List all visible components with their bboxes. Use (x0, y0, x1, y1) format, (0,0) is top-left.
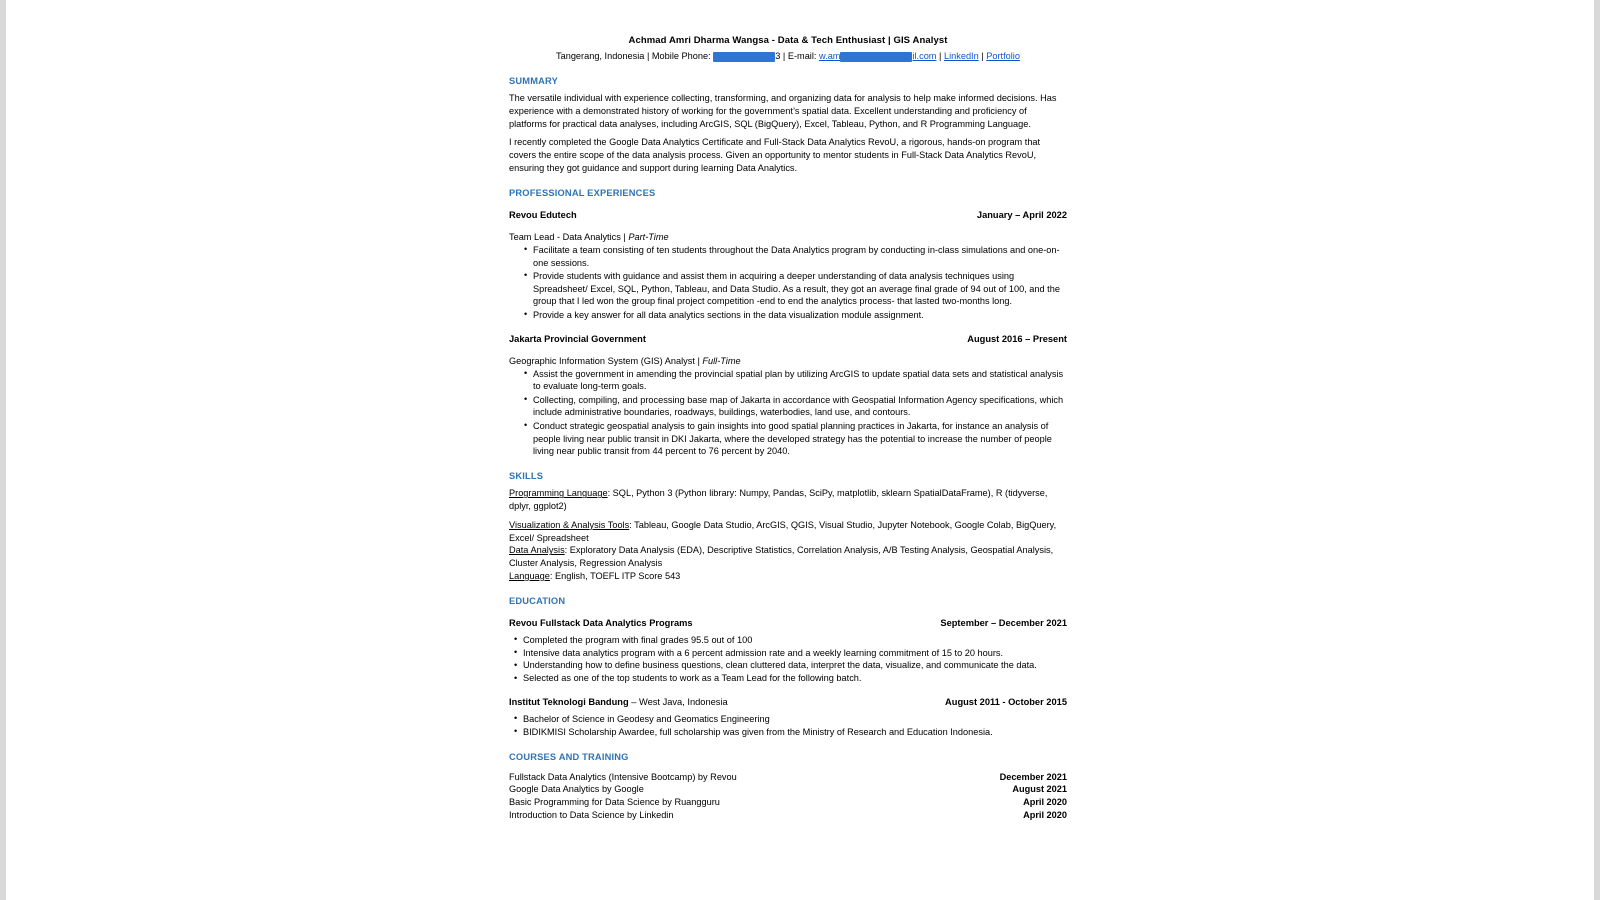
job-bullet: • Provide students with guidance and assist them in acquiring a deeper understanding of data analysis techniques using Spreadsheet/ Excel, SQL, Python, Tableau, and Data Studio. As a result, they got an average final grade of 94 out of 100, and the group that I led won the group final project competition -end to end the analytics process- that lasted two-months long. (524, 270, 1067, 308)
contact-separator-1: | (646, 51, 650, 61)
skill-line (509, 487, 1067, 513)
skill-line (509, 570, 1067, 583)
skill-value: : Tableau, Google Data Studio, ArcGIS, QGIS, Visual Studio, Jupyter Notebook, Google Colab, BigQuery, Excel/ Spreadsheet (509, 519, 1057, 543)
skill-category: Data Analysis (509, 545, 565, 556)
education-bullet: • Bachelor of Science in Geodesy and Geomatics Engineering (514, 713, 1067, 726)
job-bullet: • Collecting, compiling, and processing base map of Jakarta in accordance with Geospatial Information Agency specifications, which include administrative boundaries, roadways, buildings, waterbodies, land use, and contours. (524, 394, 1067, 420)
education-header (509, 697, 1067, 707)
skill-value: : Exploratory Data Analysis (EDA), Descriptive Statistics, Correlation Analysis, A/B Testing Analysis, Geospatial Analysis, Cluster Analysis, Regression Analysis (509, 545, 1054, 569)
education-bullet: • BIDIKMISI Scholarship Awardee, full scholarship was given from the Ministry of Research and Education Indonesia. (514, 726, 1067, 739)
job-header (509, 210, 1067, 220)
education-header (509, 618, 1067, 628)
education-dates: September – December 2021 (940, 617, 1067, 628)
job-employment-type: Full-Time (702, 355, 741, 366)
course-name: Google Data Analytics by Google (509, 784, 644, 795)
course-name: Basic Programming for Data Science by Ruangguru (509, 797, 720, 808)
courses-list (509, 771, 1067, 822)
job-company: Revou Edutech (509, 209, 577, 220)
skill-line (509, 544, 1067, 570)
education-bullet: • Completed the program with final grades 95.5 out of 100 (514, 634, 1067, 647)
email-label: E-mail: (787, 51, 817, 61)
education-school-name: Institut Teknologi Bandung (509, 696, 629, 707)
skill-category: Language (509, 570, 550, 581)
contact-line (509, 49, 1067, 63)
job-role-title: Geographic Information System (GIS) Analyst (509, 355, 695, 366)
job-header (509, 334, 1067, 344)
job-employment-type: Part-Time (628, 231, 669, 242)
phone-redaction (713, 52, 775, 62)
job-bullet: • Conduct strategic geospatial analysis to gain insights into good spatial planning practices in Jakarta, for instance an analysis of people living near public transit in DKI Jakarta, where the developed strategy has the potential to increase the number of people living near public transit from 44 percent to 76 percent by 2040. (524, 420, 1067, 458)
education-school (509, 618, 693, 628)
linkedin-link[interactable]: LinkedIn (943, 51, 979, 61)
skill-category: Programming Language (509, 488, 608, 499)
job-dates: August 2016 – Present (967, 333, 1067, 344)
job-role-title: Team Lead - Data Analytics (509, 231, 621, 242)
email-prefix[interactable]: w.am (819, 51, 841, 61)
section-heading-skills: SKILLS (509, 471, 544, 482)
job-dates: January – April 2022 (976, 209, 1067, 220)
job-role-line (509, 232, 1067, 242)
course-row (509, 809, 1067, 822)
page-title: Achmad Amri Dharma Wangsa - Data & Tech Enthusiast | GIS Analyst (628, 35, 948, 46)
job-role-line (509, 356, 1067, 366)
job-bullet-list (509, 244, 1067, 322)
course-name: Introduction to Data Science by Linkedin (509, 809, 674, 820)
education-bullet-list (509, 713, 1067, 739)
job-bullet: • Assist the government in amending the provincial spatial plan by utilizing ArcGIS to update spatial data sets and statistical analysis to evaluate long-term goals. (524, 368, 1067, 394)
skill-value: : SQL, Python 3 (Python library: Numpy, Pandas, SciPy, matplotlib, sklearn SpatialDataFrame), R (tidyverse, dplyr, ggplot2) (509, 488, 1048, 511)
phone-suffix: 3 (775, 51, 781, 61)
course-date: August 2021 (1012, 784, 1067, 795)
section-heading-summary: SUMMARY (509, 76, 558, 86)
job-bullet: • Facilitate a team consisting of ten students throughout the Data Analytics program by conducting in-class simulations and one-on-one sessions. (524, 244, 1067, 270)
contact-location: Tangerang, Indonesia (556, 51, 645, 61)
education-bullet: • Understanding how to define business questions, clean cluttered data, interpret the data, visualize, and communicate the data. (514, 659, 1067, 672)
education-bullet: • Selected as one of the top students to work as a Team Lead for the following batch. (514, 672, 1067, 685)
education-school (509, 697, 728, 707)
section-heading-experience: PROFESSIONAL EXPERIENCES (509, 187, 656, 198)
section-heading-education: EDUCATION (509, 595, 566, 606)
job-role-separator: | (697, 355, 700, 366)
email-suffix[interactable]: il.com (912, 51, 937, 61)
job-company: Jakarta Provincial Government (509, 333, 646, 344)
email-redaction (840, 52, 912, 62)
section-heading-courses: COURSES AND TRAINING (509, 751, 629, 762)
course-date: December 2021 (999, 771, 1067, 782)
phone-label: Mobile Phone: (651, 51, 711, 61)
course-row (509, 796, 1067, 809)
course-date: April 2020 (1023, 809, 1067, 820)
education-bullet: • Intensive data analytics program with a 6 percent admission rate and a weekly learning commitment of 15 to 20 hours. (514, 647, 1067, 660)
resume-body (509, 34, 1067, 822)
skill-line (509, 519, 1067, 545)
course-row (509, 771, 1067, 784)
contact-separator-2: | (782, 51, 786, 61)
job-bullet: • Provide a key answer for all data analytics sections in the data visualization module assignment. (524, 309, 1067, 322)
education-dates: August 2011 - October 2015 (945, 696, 1067, 707)
summary-paragraph-1: The versatile individual with experience collecting, transforming, and organizing data for analysis to help make informed decisions. Has experience with a demonstrated history of working for the government’s spatial data. Excellent understanding and proficiency of platforms for practical data analyses, including ArcGIS, SQL (BigQuery), Excel, Tableau, Python, and R Programming Language. (509, 93, 1057, 129)
job-bullet-list (509, 368, 1067, 459)
education-school-location: – West Java, Indonesia (628, 696, 728, 707)
portfolio-link[interactable]: Portfolio (986, 51, 1020, 61)
contact-separator-3: | (939, 51, 942, 61)
course-name: Fullstack Data Analytics (Intensive Bootcamp) by Revou (509, 771, 737, 782)
education-school-name: Revou Fullstack Data Analytics Programs (509, 617, 693, 628)
document-page (6, 0, 1594, 900)
contact-separator-4: | (981, 51, 984, 61)
skill-value: : English, TOEFL ITP Score 543 (549, 570, 681, 581)
course-date: April 2020 (1023, 797, 1067, 808)
job-role-separator: | (623, 231, 626, 242)
right-page-gutter (1594, 0, 1600, 900)
education-bullet-list (509, 634, 1067, 685)
skill-category: Visualization & Analysis Tools (509, 519, 630, 530)
course-row (509, 783, 1067, 796)
summary-paragraph-2: I recently completed the Google Data Analytics Certificate and Full-Stack Data Analytics RevoU, a rigorous, hands-on program that covers the entire scope of the data analysis process. Given an opportunity to mentor students in Full-Stack Data Analytics RevoU, ensuring they got guidance and support during learning Data Analytics. (509, 137, 1041, 173)
